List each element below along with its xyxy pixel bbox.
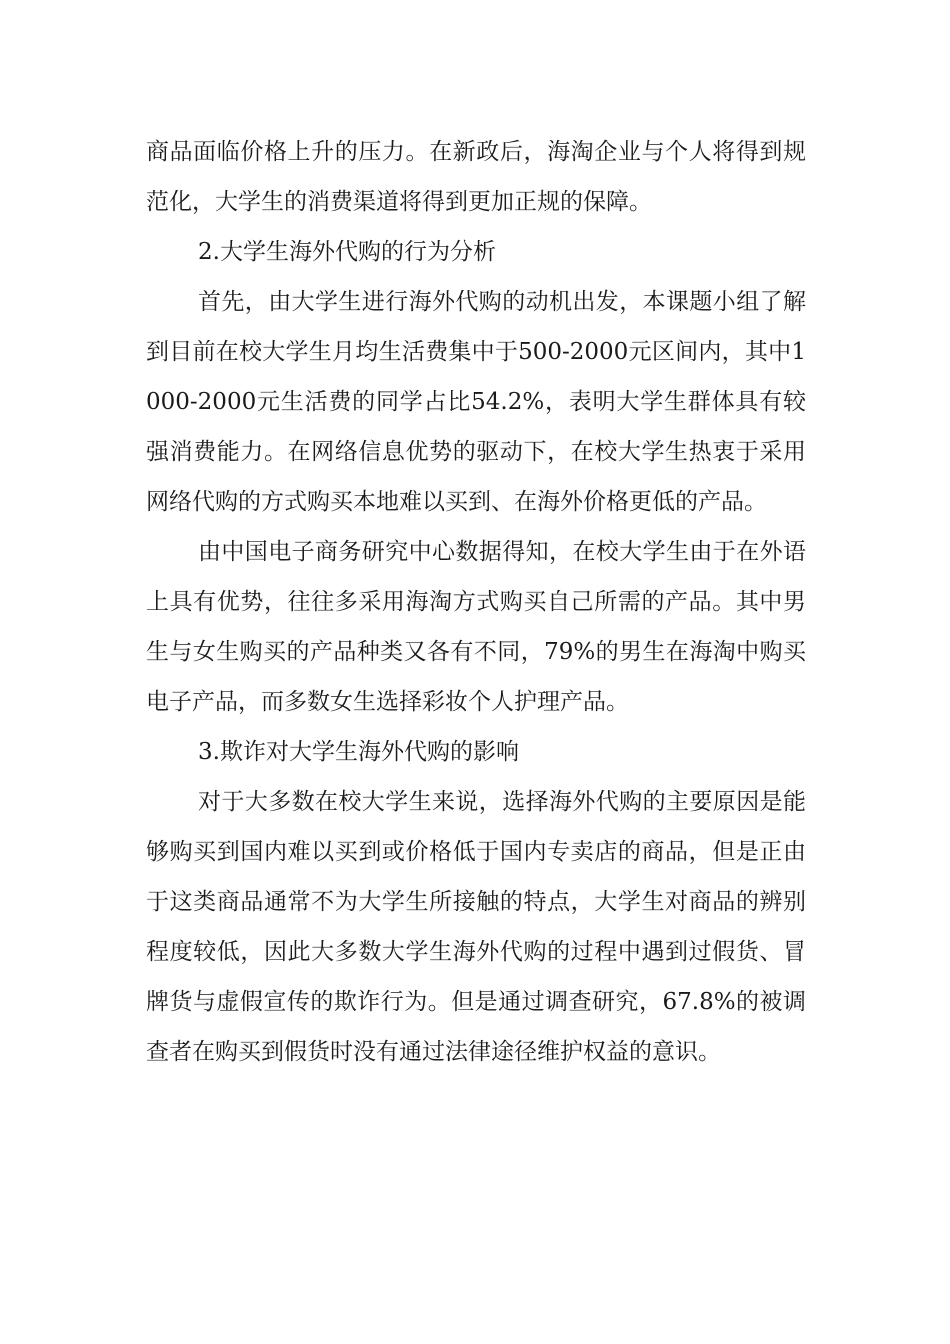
section-heading-fraud-impact: 3.欺诈对大学生海外代购的影响 (198, 739, 519, 765)
section-heading-behavior-analysis: 2.大学生海外代购的行为分析 (198, 239, 496, 265)
paragraph-fraud: 对于大多数在校大学生来说，选择海外代购的主要原因是能够购买到国内难以买到或价格低于国内专卖店的商品，但是正由于这类商品通常不为大学生所接触的特点，大学生对商品的辨别程度较低，因此大多数大学生海外代购的过程中遇到过假货、冒牌货与虚假宣传的欺诈行为。但是通过调查研究，67.8%的被调查者在购买到假货时没有通过法律途径维护权益的意识。 (146, 789, 806, 1065)
paragraph-continuation: 商品面临价格上升的压力。在新政后，海淘企业与个人将得到规范化，大学生的消费渠道将得到更加正规的保障。 (146, 139, 806, 215)
paragraph-ecommerce-data: 由中国电子商务研究中心数据得知，在校大学生由于在外语上具有优势，往往多采用海淘方式购买自己所需的产品。其中男生与女生购买的产品种类又各有不同，79%的男生在海淘中购买电子产品，而多数女生选择彩妆个人护理产品。 (146, 539, 806, 715)
paragraph-motivation: 首先，由大学生进行海外代购的动机出发，本课题小组了解到目前在校大学生月均生活费集中于500-2000元区间内，其中1000-2000元生活费的同学占比54.2%，表明大学生群体具有较强消费能力。在网络信息优势的驱动下，在校大学生热衷于采用网络代购的方式购买本地难以买到、在海外价格更低的产品。 (146, 289, 806, 515)
document-body (146, 127, 806, 1077)
